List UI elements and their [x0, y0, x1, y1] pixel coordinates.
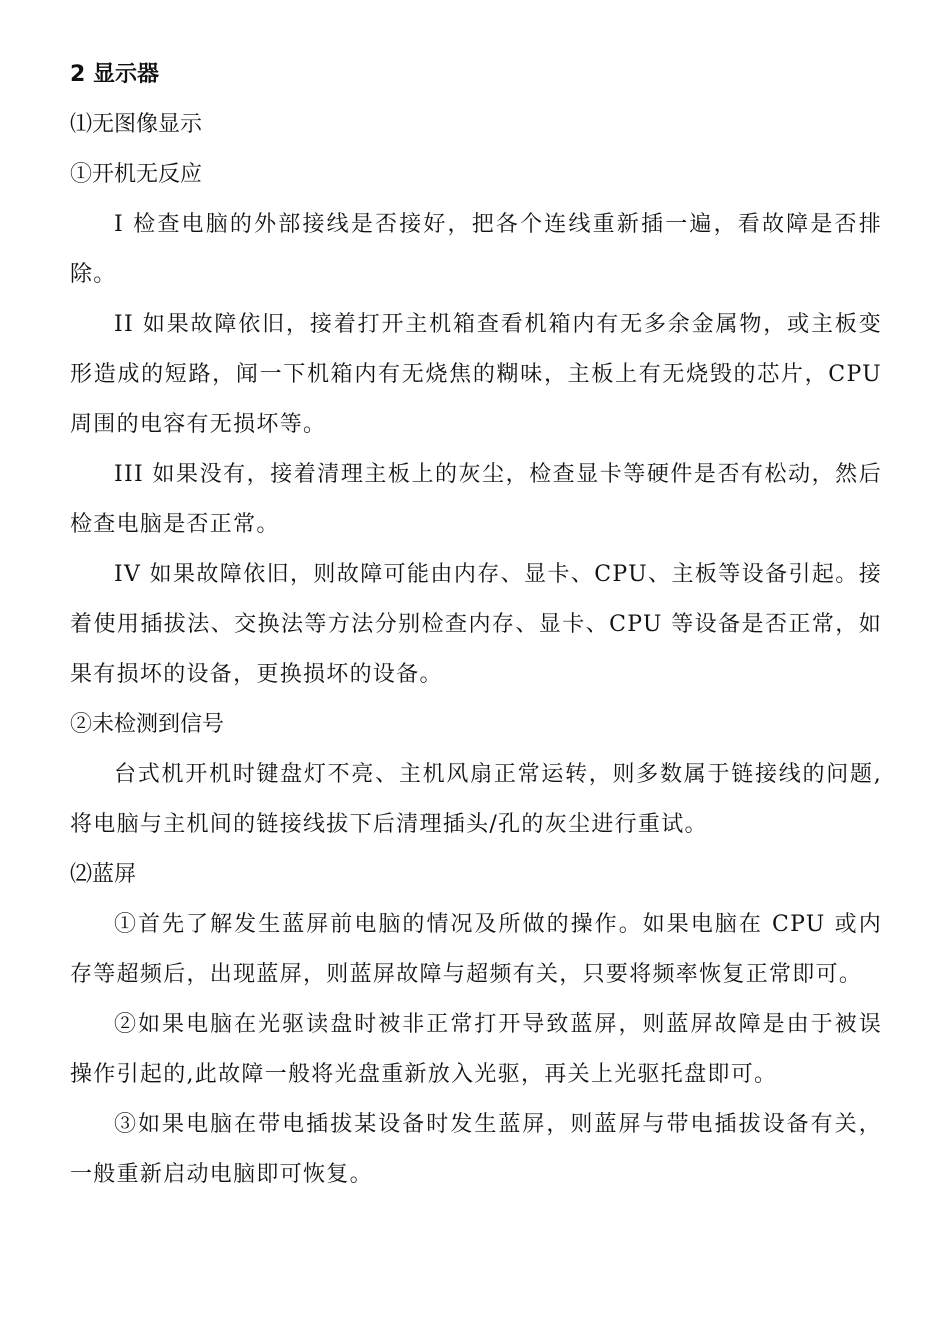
subsection-title-no-image: ⑴无图像显示: [70, 112, 203, 137]
document-page: [70, 50, 882, 1200]
item-title-no-response: ①开机无反应: [70, 162, 203, 187]
section-title: 2 显示器: [70, 62, 159, 87]
paragraph-blue-screen-2: ②如果电脑在光驱读盘时被非正常打开导致蓝屏，则蓝屏故障是由于被误操作引起的,此故障一般将光盘重新放入光驱，再关上光驱托盘即可。: [70, 1012, 882, 1087]
paragraph-no-signal: 台式机开机时键盘灯不亮、主机风扇正常运转，则多数属于链接线的问题,将电脑与主机间的链接线拔下后清理插头/孔的灰尘进行重试。: [70, 762, 882, 837]
paragraph-blue-screen-3: ③如果电脑在带电插拔某设备时发生蓝屏，则蓝屏与带电插拔设备有关，一般重新启动电脑即可恢复。: [70, 1112, 882, 1187]
paragraph-step-4: IV 如果故障依旧，则故障可能由内存、显卡、CPU、主板等设备引起。接着使用插拔法、交换法等方法分别检查内存、显卡、CPU 等设备是否正常，如果有损坏的设备，更换损坏的设备。: [70, 562, 882, 687]
subsection-title-blue-screen: ⑵蓝屏: [70, 862, 137, 887]
paragraph-step-1: I 检查电脑的外部接线是否接好，把各个连线重新插一遍，看故障是否排除。: [70, 212, 882, 287]
paragraph-step-3: III 如果没有，接着清理主板上的灰尘，检查显卡等硬件是否有松动，然后检查电脑是否正常。: [70, 462, 882, 537]
paragraph-step-2: II 如果故障依旧，接着打开主机箱查看机箱内有无多余金属物，或主板变形造成的短路，闻一下机箱内有无烧焦的糊味，主板上有无烧毁的芯片，CPU 周围的电容有无损坏等。: [70, 312, 882, 437]
item-title-no-signal: ②未检测到信号: [70, 712, 225, 737]
paragraph-blue-screen-1: ①首先了解发生蓝屏前电脑的情况及所做的操作。如果电脑在 CPU 或内存等超频后，出现蓝屏，则蓝屏故障与超频有关，只要将频率恢复正常即可。: [70, 912, 882, 987]
